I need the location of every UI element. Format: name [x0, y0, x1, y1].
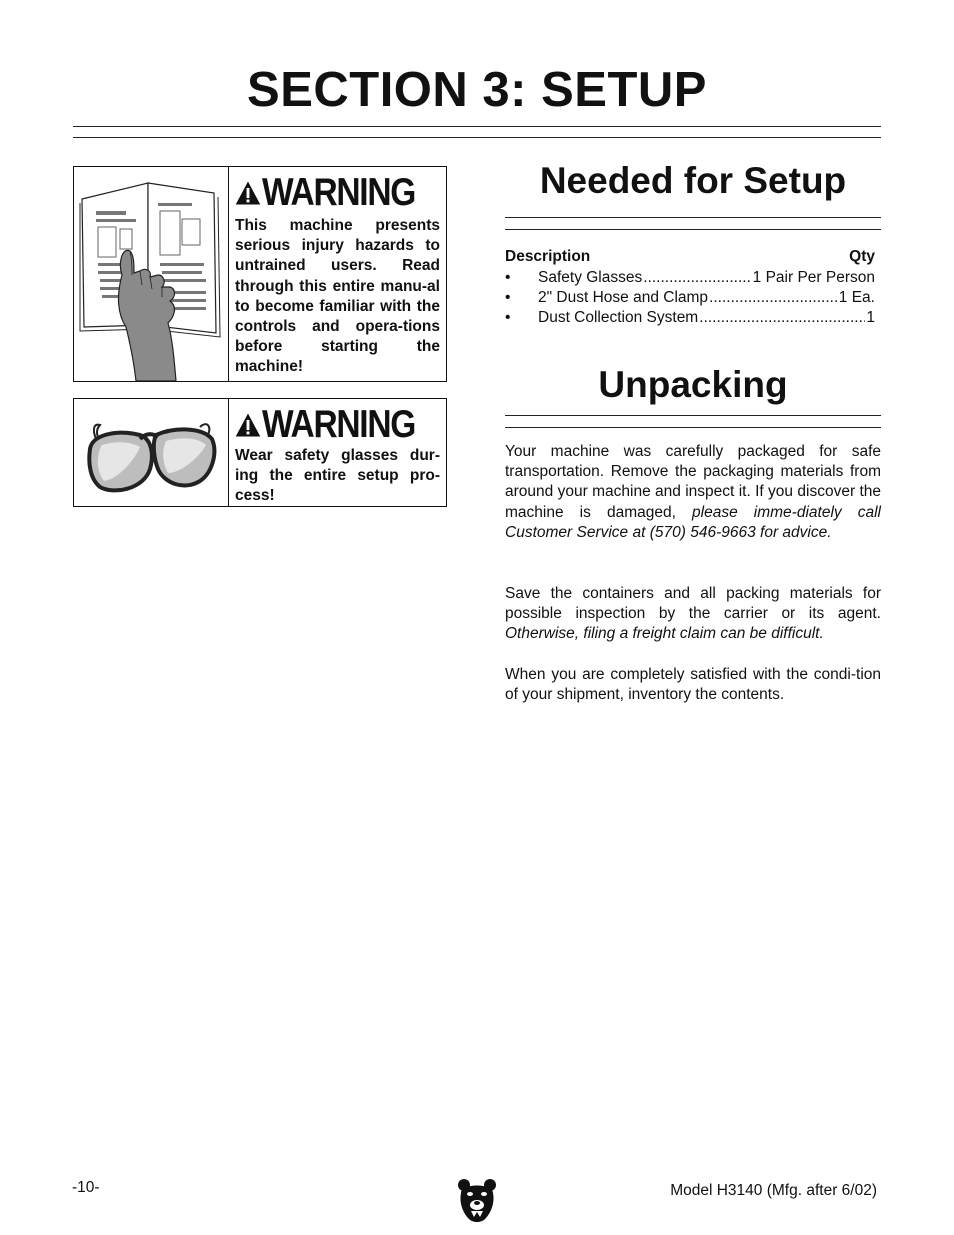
- needed-rule-bottom: [505, 229, 881, 230]
- col-description: Description: [505, 248, 591, 265]
- warning-message: Wear safety glasses dur-ing the entire setup pro-cess!: [235, 447, 440, 505]
- section-title: SECTION 3: SETUP: [247, 63, 707, 117]
- item-qty: 1 Pair Per Person: [752, 269, 875, 286]
- list-item: • Safety Glasses ..... 1 Pair Per Person: [505, 268, 875, 288]
- unpacking-paragraph-1: Your machine was carefully packaged for safe transportation. Remove the packaging materials from around your machine and inspect it. If you discover the machine is damaged, please imme-diately call Customer Service at (570) 546-9663 for advice.: [505, 443, 881, 541]
- list-item: • 2" Dust Hose and Clamp ..... 1 Ea.: [505, 288, 875, 308]
- warning-box-manual: [73, 166, 447, 382]
- safety-glasses-icon: [74, 399, 229, 506]
- item-name: 2" Dust Hose and Clamp: [538, 289, 709, 307]
- bear-head-logo-icon: [457, 1177, 497, 1228]
- needed-items-list: [505, 268, 875, 329]
- item-name: Dust Collection System: [538, 309, 699, 327]
- title-rule-top: [73, 126, 881, 127]
- needed-rule-top: [505, 217, 881, 218]
- needed-heading: Needed for Setup: [539, 160, 847, 201]
- warning-triangle-icon: [235, 408, 261, 442]
- unpacking-rule-bottom: [505, 427, 881, 428]
- needed-column-headers: [505, 248, 875, 266]
- item-qty: 1 Ea.: [838, 289, 875, 307]
- unpacking-rule-top: [505, 415, 881, 416]
- list-item: • Dust Collection System ..... 1: [505, 308, 875, 328]
- warning-box-glasses: [73, 398, 447, 507]
- unpacking-paragraph-3: When you are completely satisfied with the condi-tion of your shipment, inventory the contents.: [505, 666, 881, 704]
- warning-triangle-icon: [235, 176, 261, 210]
- unpacking-heading: Unpacking: [598, 364, 788, 405]
- item-name: Safety Glasses: [538, 269, 643, 286]
- title-rule-bottom: [73, 137, 881, 138]
- model-line: Model H3140 (Mfg. after 6/02): [670, 1182, 877, 1199]
- manual-reading-icon: [74, 167, 229, 381]
- col-qty: Qty: [849, 248, 875, 265]
- warning-word: WARNING: [262, 171, 416, 214]
- warning-message: This machine presents serious injury hazards to untrained users. Read through this entire manu-al to become familiar with the controls and opera-tions before starting the machine!: [235, 217, 440, 376]
- page-number: -10-: [72, 1179, 100, 1196]
- warning-word: WARNING: [262, 403, 416, 446]
- unpacking-paragraph-2: Save the containers and all packing materials for possible inspection by the carrier or its agent. Otherwise, filing a freight claim can be difficult.: [505, 585, 881, 643]
- item-qty: 1: [866, 309, 875, 327]
